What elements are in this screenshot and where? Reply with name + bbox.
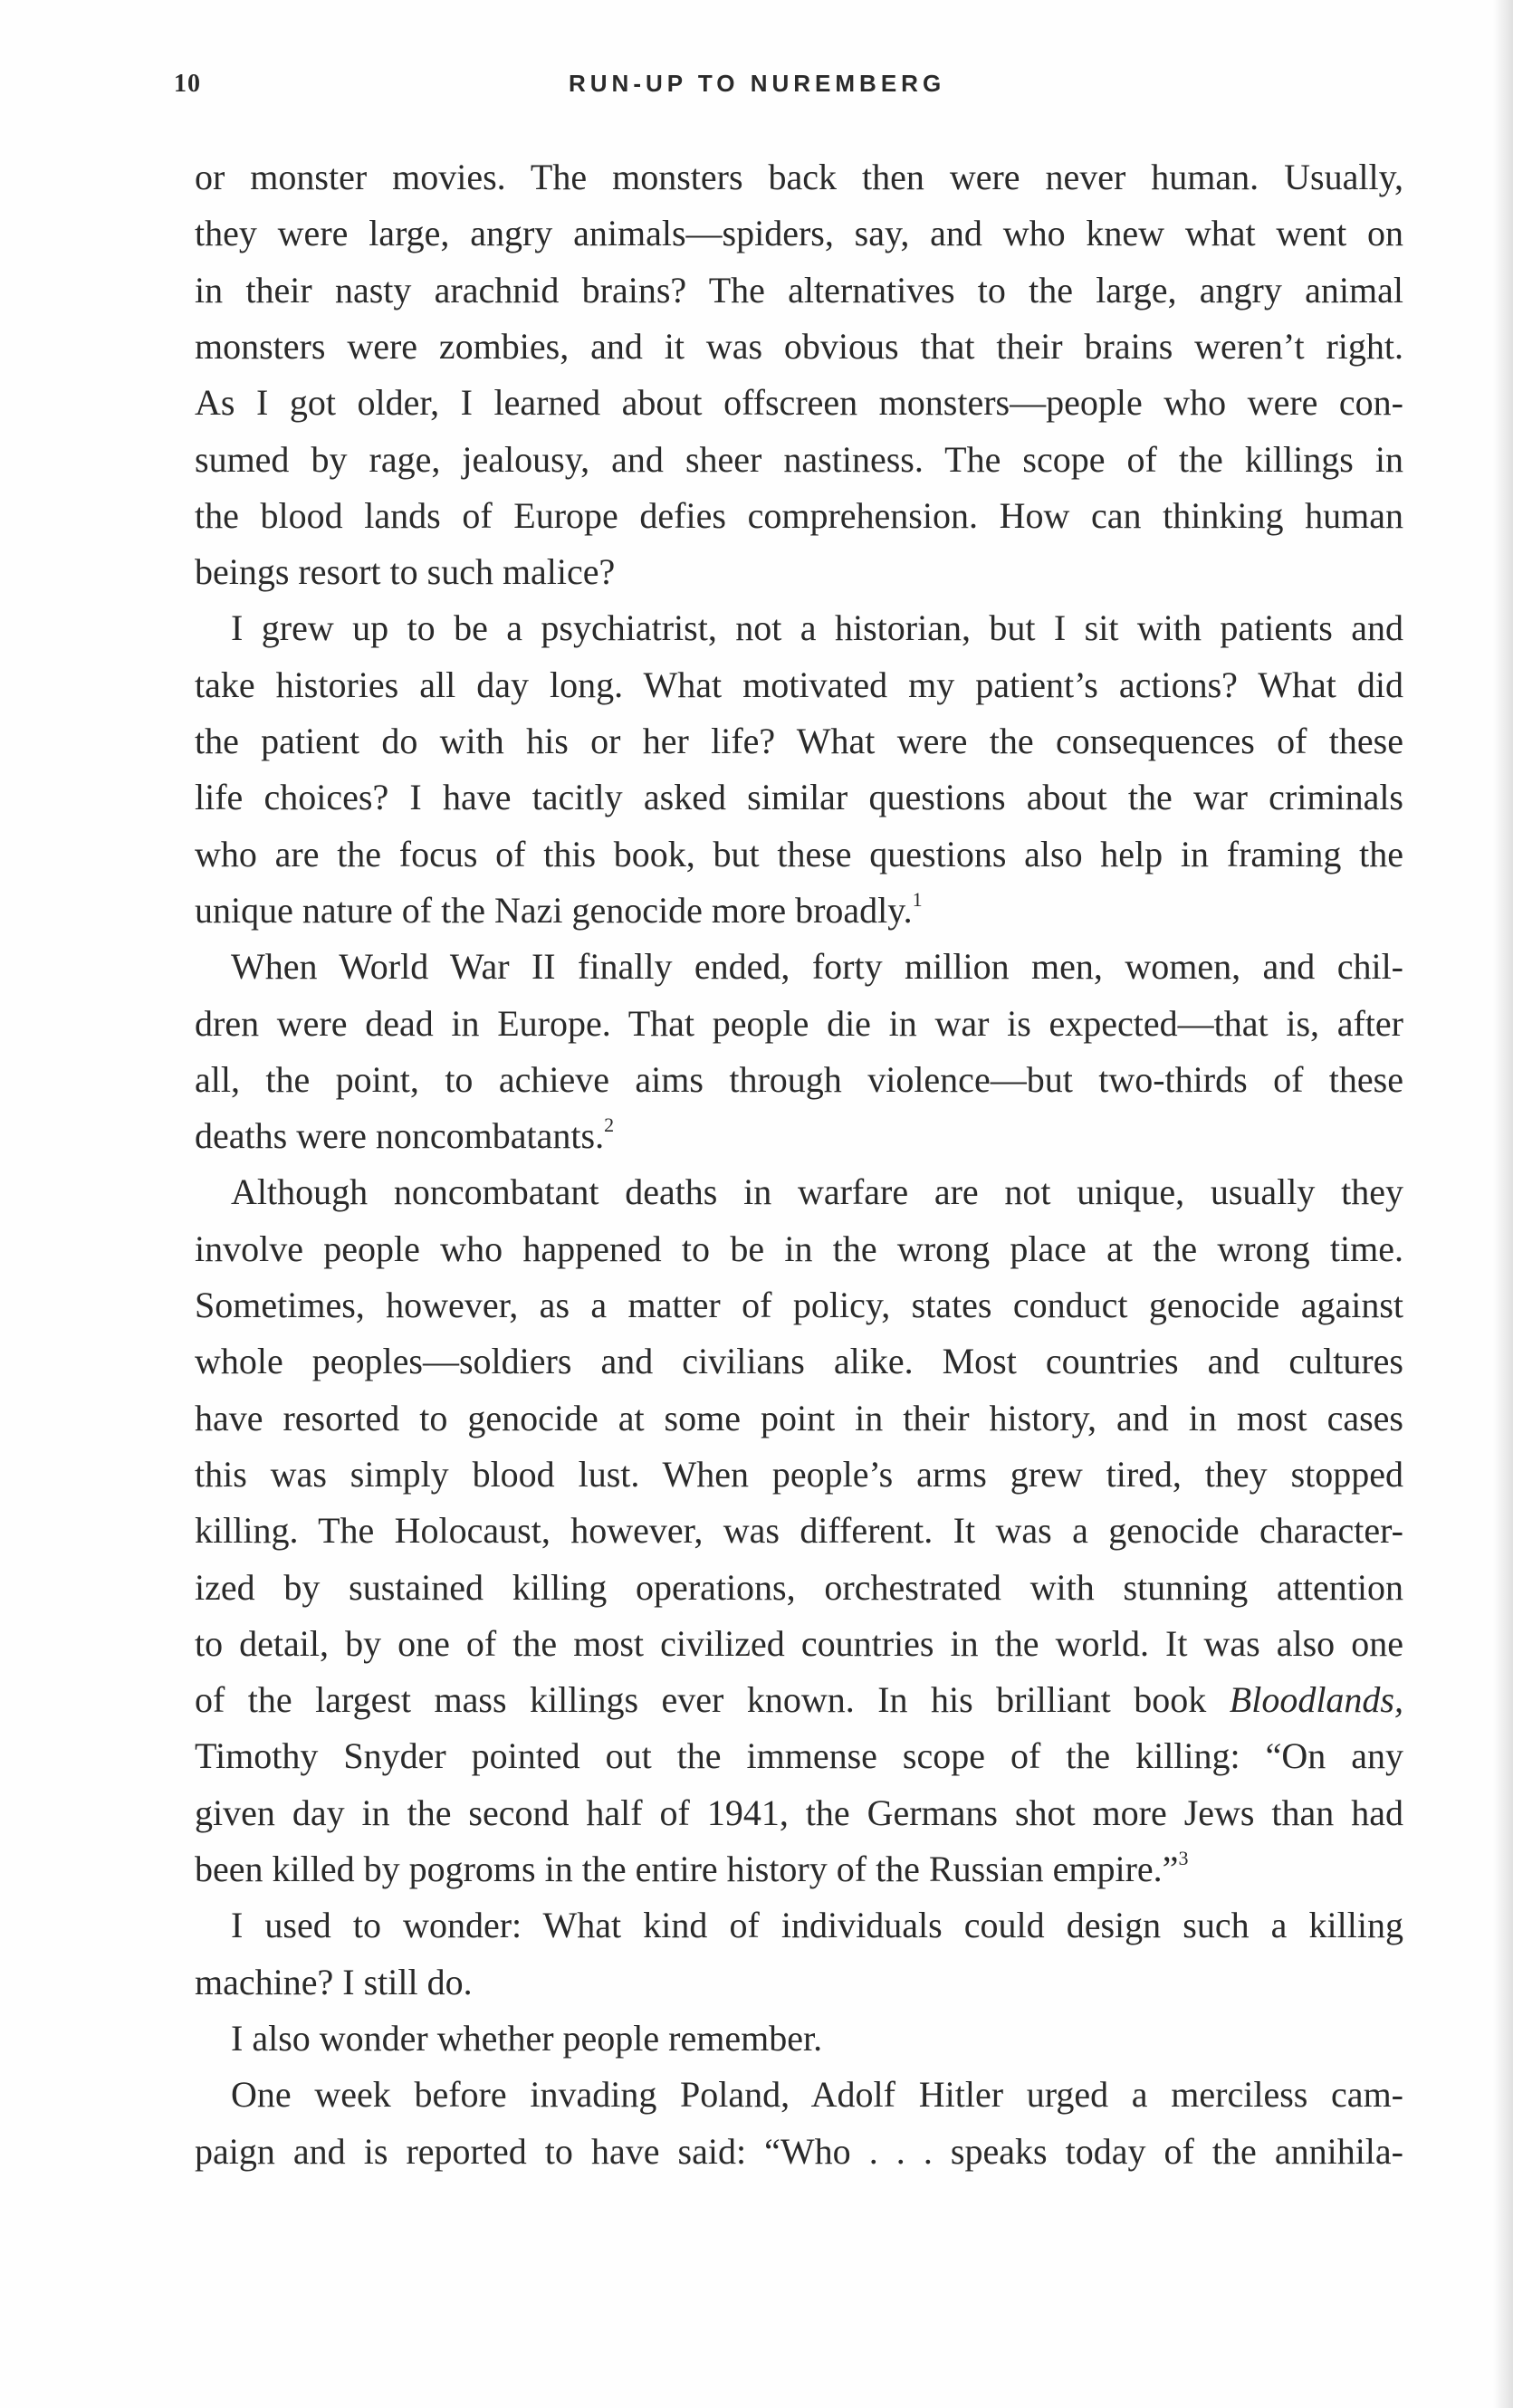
text-line: Although noncombatant deaths in warfare are not unique, usually they (231, 1171, 1403, 1213)
text-line: As I got older, I learned about offscreen monsters—people who were con- (195, 382, 1403, 424)
footnote-ref: 1 (912, 887, 923, 911)
text-line: to detail, by one of the most civilized countries in the world. It was also one (195, 1622, 1403, 1664)
text-line: When World War II finally ended, forty million men, women, and chil- (231, 946, 1403, 988)
text-line: paign and is reported to have said: “Who . . . speaks today of the annihila- (195, 2130, 1403, 2172)
text-line: I used to wonder: What kind of individuals could design such a killing (231, 1905, 1403, 1946)
text-line: all, the point, to achieve aims through violence—but two-thirds of these (195, 1058, 1403, 1100)
text-line: of the largest mass killings ever known. In his brilliant book Bloodlands, (195, 1679, 1403, 1721)
footnote-ref: 2 (604, 1113, 615, 1137)
text-line: unique nature of the Nazi genocide more broadly.$^1$ (195, 887, 923, 931)
page-number: 10 (174, 70, 201, 98)
book-title: Bloodlands, (1229, 1679, 1403, 1721)
text-line: I grew up to be a psychiatrist, not a historian, but I sit with patients and (231, 607, 1403, 649)
text-line: have resorted to genocide at some point in their history, and in most cases (195, 1397, 1403, 1438)
text-line: this was simply blood lust. When people’s arms grew tired, they stopped (195, 1453, 1403, 1495)
text-line: take histories all day long. What motivated my patient’s actions? What did (195, 664, 1403, 705)
text-line: killing. The Holocaust, however, was different. It was a genocide character- (195, 1510, 1403, 1552)
text-line: beings resort to such malice? (195, 551, 616, 593)
text-line: monsters were zombies, and it was obvious that their brains weren’t right. (195, 325, 1403, 367)
text-line: sumed by rage, jealousy, and sheer nastiness. The scope of the killings in (195, 438, 1403, 480)
text-line: whole peoples—soldiers and civilians alike. Most countries and cultures (195, 1341, 1403, 1382)
text-line: deaths were noncombatants.$^2$ (195, 1113, 615, 1157)
text-line: dren were dead in Europe. That people die in war is expected—that is, after (195, 1002, 1403, 1044)
text-line: ized by sustained killing operations, orchestrated with stunning attention (195, 1566, 1403, 1608)
text-line: the patient do with his or her life? What were the consequences of these (195, 721, 1403, 761)
text-line: been killed by pogroms in the entire history of the Russian empire.”$^3$ (195, 1847, 1189, 1889)
text-line: in their nasty arachnid brains? The alternatives to the large, angry animal (195, 269, 1403, 311)
text-line: life choices? I have tacitly asked similar questions about the war criminals (195, 777, 1403, 818)
text-line: involve people who happened to be in the wrong place at the wrong time. (195, 1228, 1403, 1269)
text-line: or monster movies. The monsters back then were never human. Usually, (195, 157, 1403, 197)
text-line: given day in the second half of 1941, the Germans shot more Jews than had (195, 1792, 1403, 1833)
text-line: Timothy Snyder pointed out the immense scope of the killing: “On any (195, 1735, 1403, 1777)
text-line: One week before invading Poland, Adolf Hitler urged a merciless cam- (231, 2074, 1403, 2116)
text-line: machine? I still do. (195, 1961, 473, 2002)
text-line: who are the focus of this book, but these questions also help in framing the (195, 833, 1403, 874)
text-line: they were large, angry animals—spiders, say, and who knew what went on (195, 213, 1403, 254)
text-line: I also wonder whether people remember. (231, 2017, 823, 2059)
running-head: RUN-UP TO NUREMBERG (569, 70, 946, 97)
text-line: the blood lands of Europe defies comprehension. How can thinking human (195, 494, 1403, 536)
text-line: Sometimes, however, as a matter of policy, states conduct genocide against (195, 1285, 1403, 1325)
footnote-ref: 3 (1178, 1847, 1189, 1869)
